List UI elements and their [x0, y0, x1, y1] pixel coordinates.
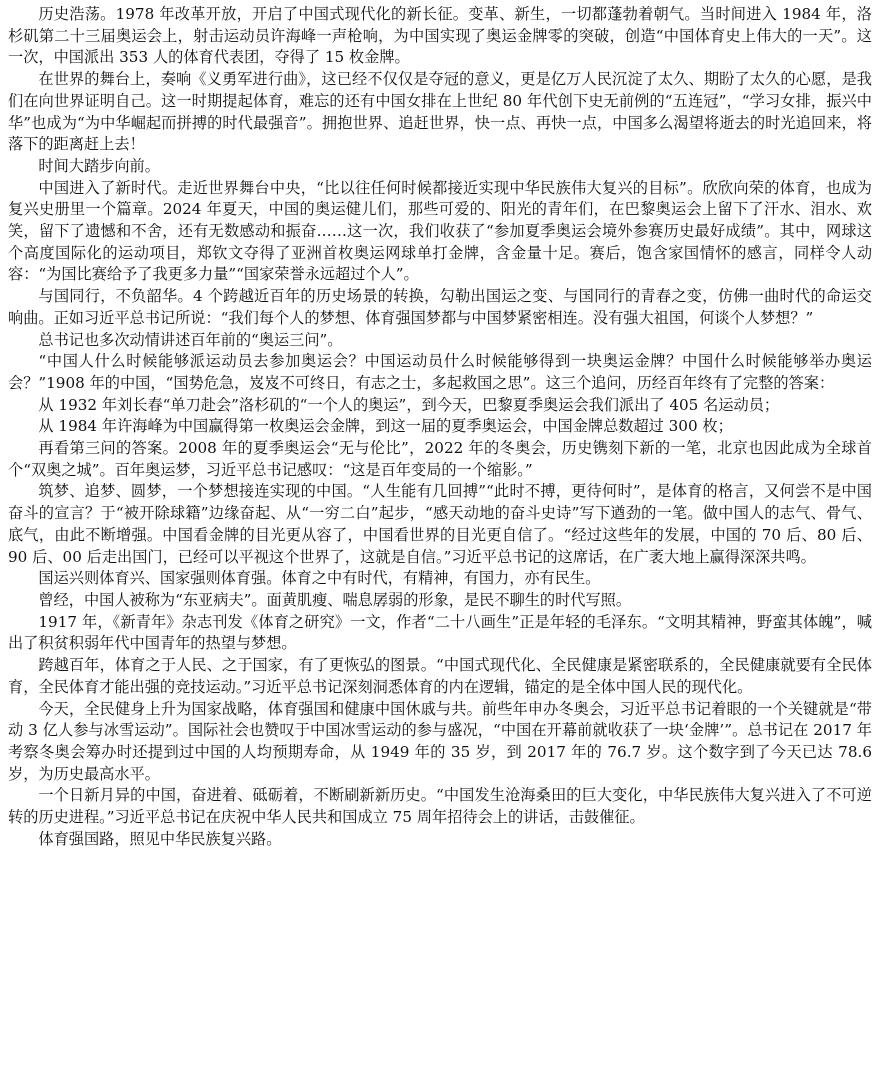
paragraph-answer-three: 再看第三问的答案。2008 年的夏季奥运会“无与伦比”，2022 年的冬奥会，历史镌刻下新的一笔，北京也因此成为全球首个“双奥之城”。百年奥运梦，习近平总书记感叹：“这是百年变局的一个缩影。”: [8, 439, 872, 479]
paragraph-new-youth-1917: 1917 年，《新青年》杂志刊发《体育之研究》一文，作者“二十八画生”正是年轻的毛泽东。“文明其精神，野蛮其体魄”，喊出了积贫积弱年代中国青年的热望与梦想。: [8, 612, 872, 653]
paragraph-century-vision: 跨越百年，体育之于人民、之于国家，有了更恢弘的图景。“中国式现代化、全民健康是紧密联系的，全民健康就要有全民体育，全民体育才能出强的竞技运动。”习近平总书记深刻洞悉体育的内在逻辑，锚定的是全体中国人民的现代化。: [8, 656, 872, 696]
paragraph-three-olympic-questions: “中国人什么时候能够派运动员去参加奥运会？中国运动员什么时候能够得到一块奥运金牌？中国什么时候能够举办奥运会？”1908 年的中国，“国势危急，岌岌不可终日，有志之士，多起救国之思”。这三个追问，历经百年终有了完整的答案：: [8, 352, 872, 392]
paragraph-closing: 体育强国路，照见中华民族复兴路。: [38, 829, 282, 848]
paragraph-national-fitness: 今天，全民健身上升为国家战略，体育强国和健康中国休戚与共。前些年申办冬奥会，习近平总书记着眼的一个关键就是“带动 3 亿人参与冰雪运动”。国际社会也赞叹于中国冰雪运动的参与盛况，“中国在开幕前就收获了一块‘金牌’”。总书记在 2017 年考察冬奥会筹办时还提到过中国的人均预期寿命，从 1949 年的 35 岁，到 2017 年的 76.7 岁。这个数字到了今天已达 78.6 岁，为历史最高水平。: [8, 699, 872, 783]
paragraph-dream-building: 筑梦、追梦、圆梦，一个梦想接连实现的中国。“人生能有几回搏”“此时不搏，更待何时”，是体育的格言，又何尝不是中国奋斗的宣言？于“被开除球籍”边缘奋起、从“一穷二白”起步，“感天动地的奋斗史诗”写下遒劲的一笔。做中国人的志气、骨气、底气，由此不断增强。中国看金牌的目光更从容了，中国看世界的目光更自信了。“经过这些年的发展，中国的 70 后、80 后、90 后、00 后走出国门，已经可以平视这个世界了，这就是自信。”习近平总书记的这席话，在广袤大地上赢得深深共鸣。: [8, 482, 872, 566]
paragraph-anthem-and-volleyball: 在世界的舞台上，奏响《义勇军进行曲》，这已经不仅仅是夺冠的意义，更是亿万人民沉淀了太久、期盼了太久的心愿，是我们在向世界证明自己。这一时期提起体育，难忘的还有中国女排在上世纪 80 年代创下史无前例的“五连冠”，“学习女排，振兴中华”也成为“为中华崛起而拼搏的时代最强音”。拥抱世界、追赶世界，快一点、再快一点，中国多么渴望将逝去的时光追回来，将落下的距离赶上去！: [8, 70, 872, 154]
paragraph-new-era-paris-2024: 中国进入了新时代。走近世界舞台中央，“比以往任何时候都接近实现中华民族伟大复兴的目标”。欣欣向荣的体育，也成为复兴史册里一个篇章。2024 年夏天，中国的奥运健儿们，那些可爱的、阳光的青年们，在巴黎奥运会上留下了汗水、泪水、欢笑，留下了遗憾和不舍，还有无数感动和振奋……这一次，我们收获了“参加夏季奥运会境外参赛历史最好成绩”。其中，网球这个高度国际化的运动项目，郑钦文夺得了亚洲首枚奥运网球单打金牌，含金量十足。赛后，饱含家国情怀的感言，同样令人动容：“为国比赛给予了我更多力量”“国家荣誉永远超过个人”。: [8, 178, 872, 284]
paragraph-with-the-nation: 与国同行，不负韶华。4 个跨越近百年的历史场景的转换，勾勒出国运之变、与国同行的青春之变，仿佛一曲时代的命运交响曲。正如习近平总书记所说：“我们每个人的梦想、体育强国梦都与中国梦紧密相连。没有强大祖国，何谈个人梦想？”: [8, 287, 872, 327]
paragraph-sick-man-of-east-asia: 曾经，中国人被称为“东亚病夫”。面黄肌瘦、喘息孱弱的形象，是民不聊生的时代写照。: [38, 590, 632, 609]
paragraph-rejuvenation-progress: 一个日新月异的中国，奋进着、砥砺着，不断刷新新历史。“中国发生沧海桑田的巨大变化，中华民族伟大复兴进入了不可逆转的历史进程。”习近平总书记在庆祝中华人民共和国成立 75 周年招待会上的讲话，击鼓催征。: [8, 786, 872, 827]
paragraph-time-moves-forward: 时间大踏步向前。: [38, 156, 160, 175]
paragraph-answer-one: 从 1932 年刘长春“单刀赴会”洛杉矶的“一个人的奥运”，到今天，巴黎夏季奥运会我们派出了 405 名运动员；: [38, 395, 780, 414]
paragraph-three-olympic-questions-intro: 总书记也多次动情讲述百年前的“奥运三问”。: [38, 330, 343, 349]
paragraph-reform-era-1984: 历史浩荡。1978 年改革开放，开启了中国式现代化的新长征。变革、新生，一切都蓬勃着朝气。当时间进入 1984 年，洛杉矶第二十三届奥运会上，射击运动员许海峰一声枪响，为中国实现了奥运金牌零的突破，创造“中国体育史上伟大的一天”。这一次，中国派出 353 人的体育代表团，夺得了 15 枚金牌。: [8, 5, 872, 67]
paragraph-answer-two: 从 1984 年许海峰为中国赢得第一枚奥运会金牌，到这一届的夏季奥运会，中国金牌总数超过 300 枚；: [38, 417, 733, 436]
paragraph-nation-and-sports: 国运兴则体育兴、国家强则体育强。体育之中有时代，有精神，有国力，亦有民生。: [38, 569, 601, 588]
